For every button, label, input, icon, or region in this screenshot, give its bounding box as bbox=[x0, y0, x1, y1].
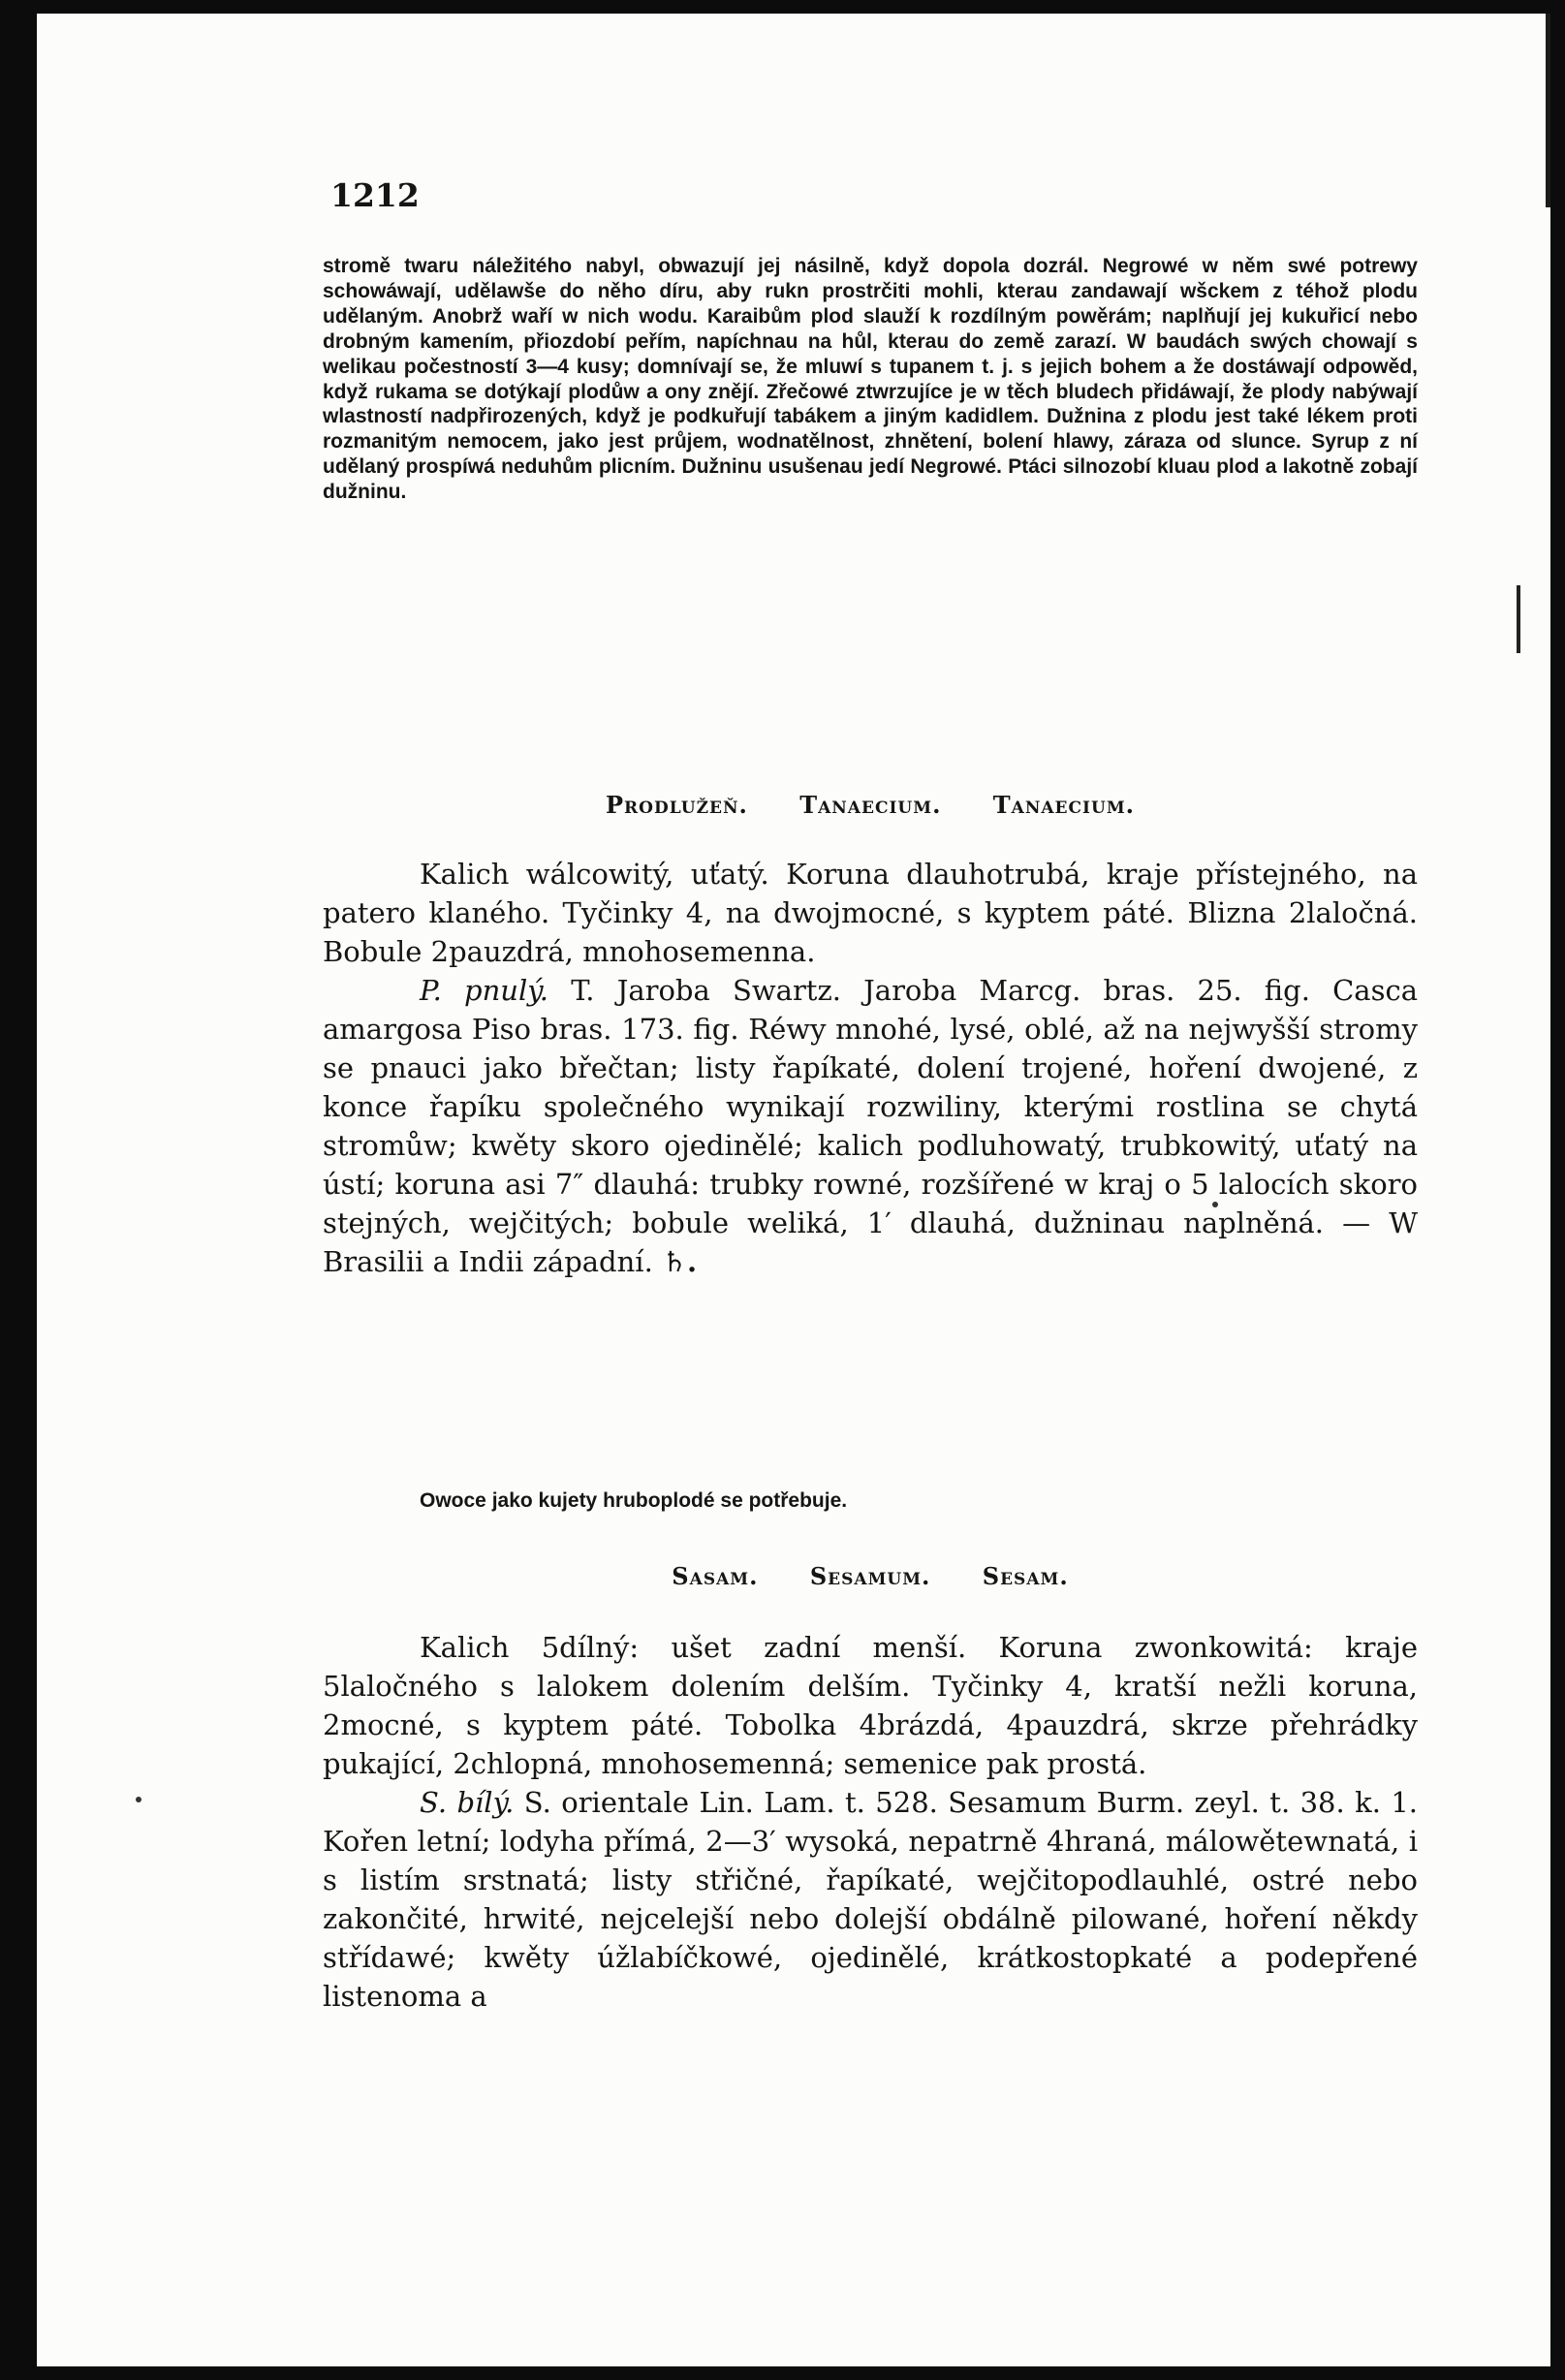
species-synonyms: T. Jaroba Swartz. Jaroba Marcg. bras. 25. fig. Casca amargosa Piso bras. 173. fig. bbox=[323, 974, 1419, 1046]
perennial-symbol: ♄. bbox=[662, 1245, 698, 1278]
section-heading-tanaecium bbox=[323, 791, 1418, 819]
heading-latin: Sesamum. bbox=[809, 1562, 931, 1590]
scanned-page bbox=[37, 14, 1550, 2366]
heading-german: Sesam. bbox=[982, 1562, 1069, 1590]
species-description: Réwy mnohé, lysé, oblé, až na nejwyšší stromy se pnauci jako břečtan; listy řapíkaté, dolení trojené, hoření dwojené, z konce řapíku společného wynikají rozwiliny, kterými rostlina se chytá stromůw; kwěty skoro ojedinělé; kalich podluhowatý, trubkowitý, uťatý na ústí; koruna asi 7″ dlauhá: trubky rowné, rozšířené w kraj o 5 lalocích skoro stejných, wejčitých; bobule weliká, 1′ dlauhá, dužninau naplněná. — W Brasilii a Indii západní. bbox=[323, 1013, 1418, 1278]
page-edge-line bbox=[1546, 14, 1550, 207]
heading-czech: Prodlužeň. bbox=[606, 791, 748, 819]
intro-paragraph bbox=[323, 254, 1418, 505]
species-name: S. bílý. bbox=[420, 1786, 515, 1819]
usage-note: Owoce jako kujety hruboplodé se potřebuje. bbox=[420, 1489, 848, 1512]
heading-czech: Sasam. bbox=[672, 1562, 759, 1590]
genus-description: Kalich 5dílný: ušet zadní menší. Koruna zwonkowitá: kraje 5laločného s lalokem dolením delším. Tyčinky 4, kratší nežli koruna, 2mocné, s kyptem páté. Tobolka 4brázdá, 4pauzdrá, skrze přehrádky pukající, 2chlopná, mnohosemenná; semenice pak prostá. bbox=[323, 1631, 1418, 1780]
margin-dot bbox=[136, 1797, 141, 1802]
heading-german: Tanaecium. bbox=[992, 791, 1135, 819]
section-body-tanaecium bbox=[323, 855, 1418, 1281]
species-description: Kořen letní; lodyha přímá, 2—3′ wysoká, nepatrně 4hraná, málowětewnatá, i s listím srstnatá; listy střičné, řapíkaté, wejčitopodlauhlé, ostré nebo zakončité, hrwité, nejcelejší nebo dolejší obdálně pilowané, hoření někdy střídawé; kwěty úžlabíčkowé, ojedinělé, krátkostopkaté a podepřené listenoma a bbox=[323, 1825, 1418, 2013]
species-entry bbox=[323, 971, 1418, 1281]
intro-text: stromě twaru náležitého nabyl, obwazují jej násilně, když dopola dozrál. Negrowé w něm swé potrewy schowáwají, udělawše do něho díru, aby rukn prostrčiti mohli, kterau zandawají wšckem z téhož plodu udělaným. Anobrž waří w nich wodu. Karaibům plod slauží k rozdílným powěrám; naplňují jej kukuřicí nebo drobným kamením, přiozdobí peřím, napíchnau na hůl, kterau do země zarazí. W baudách swých chowají s welikau počestností 3—4 kusy; domnívají se, že mluwí s tupanem t. j. s jejich bohem a že dostáwají odpowěd, když rukama se dotýkají plodůw a ony znějí. Zřečowé ztwrzujíce je w těch bludech přidáwají, že plody nabýwají wlastností nadpřirozených, když je podkuřují tabákem a jiným kadidlem. Dužnina z plodu jest také lékem proti rozmanitým nemocem, jako jest průjem, wodnatělnost, zhnětení, bolení hlawy, záraza od slunce. Syrup z ní udělaný prospíwá neduhům plicním. Dužninu usušenau jedí Negrowé. Ptáci silnozobí kluau plod a lakotně zobají dužninu. bbox=[323, 255, 1418, 504]
section-body-sesamum bbox=[323, 1628, 1418, 2016]
species-synonyms: S. orientale Lin. Lam. t. 528. Sesamum Burm. zeyl. t. 38. k. 1. bbox=[523, 1786, 1418, 1819]
species-entry bbox=[323, 1783, 1418, 2016]
genus-description: Kalich wálcowitý, uťatý. Koruna dlauhotrubá, kraje přístejného, na patero klaného. Tyčinky 4, na dwojmocné, s kyptem páté. Blizna 2laločná. Bobule 2pauzdrá, mnohosemenna. bbox=[323, 858, 1418, 968]
heading-latin: Tanaecium. bbox=[799, 791, 942, 819]
section-heading-sesamum bbox=[323, 1562, 1418, 1590]
page-number: 1212 bbox=[330, 176, 420, 214]
margin-mark bbox=[1517, 585, 1520, 653]
species-name: P. pnulý. bbox=[420, 974, 548, 1007]
